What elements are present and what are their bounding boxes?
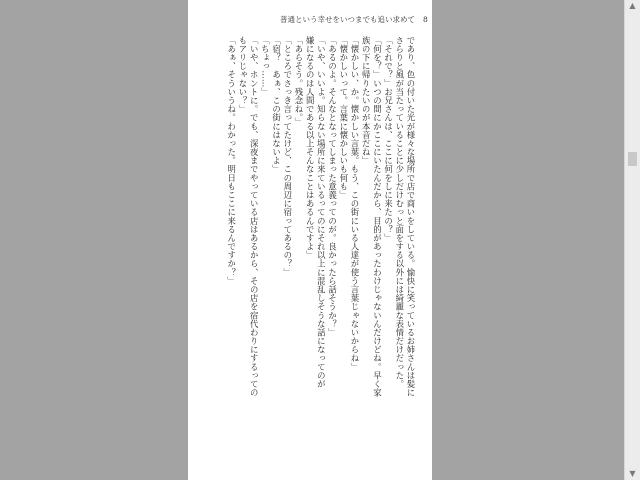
text-line: 「あぁ、そういうね。わかった。明日もここに来るんですか？」 <box>226 36 237 286</box>
text-line: 「いや、ホントに。でも、深夜までやっている店はあるから、その店を宿代わりにするっての <box>249 36 260 397</box>
text-line: 「ところでさっき言ってたけど、この周辺に宿ってあるの？」 <box>282 36 293 277</box>
page-number: 8 <box>423 15 428 24</box>
text-line: であり、色の付いた光が様々な場所で店で商いをしている。愉快に笑っているお姉さんは髪に <box>406 36 416 397</box>
vertical-body-text <box>204 36 416 448</box>
text-line: 「懐かしい、か。懐かしい言葉。もう、この街にいる人達が使う言葉じゃないからね」 <box>349 36 360 372</box>
text-line: 「宿？ あぁ、この街にはないよ」 <box>271 36 282 174</box>
page-header <box>280 14 428 25</box>
running-title: 普通という幸せをいつまでも追い求めて <box>280 15 415 24</box>
scroll-down-arrow-icon[interactable]: ▼ <box>629 469 636 478</box>
vertical-scrollbar[interactable] <box>624 0 640 480</box>
text-line: さらりと風が当たっていることに少しだけむっと面をする以外には綺麗な表情だけだった。 <box>394 36 405 389</box>
text-line: 族の下に帰りたいのが本音だね」 <box>361 36 372 165</box>
text-line: 「あるのよ。そんなとなってしまった意義ってのが。良かったら話そうか？」 <box>327 36 338 337</box>
book-page <box>188 0 432 480</box>
scrollbar-thumb[interactable] <box>628 152 637 166</box>
text-line: 「懐かしいって。言葉に懐かしいも何も」 <box>338 36 349 200</box>
text-line: 嫌になるのは人間である以上そんなことはあるんですよ」 <box>305 36 316 260</box>
text-line: 「それで？」お兄さんは、ここに何をしに来たの？」 <box>383 36 394 243</box>
text-line: もアリじゃない？」 <box>237 36 248 114</box>
text-line: 「ちょっ……」 <box>260 36 271 97</box>
text-line: 「あらそう。残念ね。」 <box>293 36 304 127</box>
text-line: 「何を？」いつの間にかここにいたんだから、目的があったわけじゃないんだけどね。早く家 <box>372 36 383 397</box>
text-line: 「いや、いいよ。知らない場所に来ているってのにそれ以上に混乱しそうな話になってのが <box>316 36 327 389</box>
scroll-up-arrow-icon[interactable]: ▲ <box>629 1 636 10</box>
